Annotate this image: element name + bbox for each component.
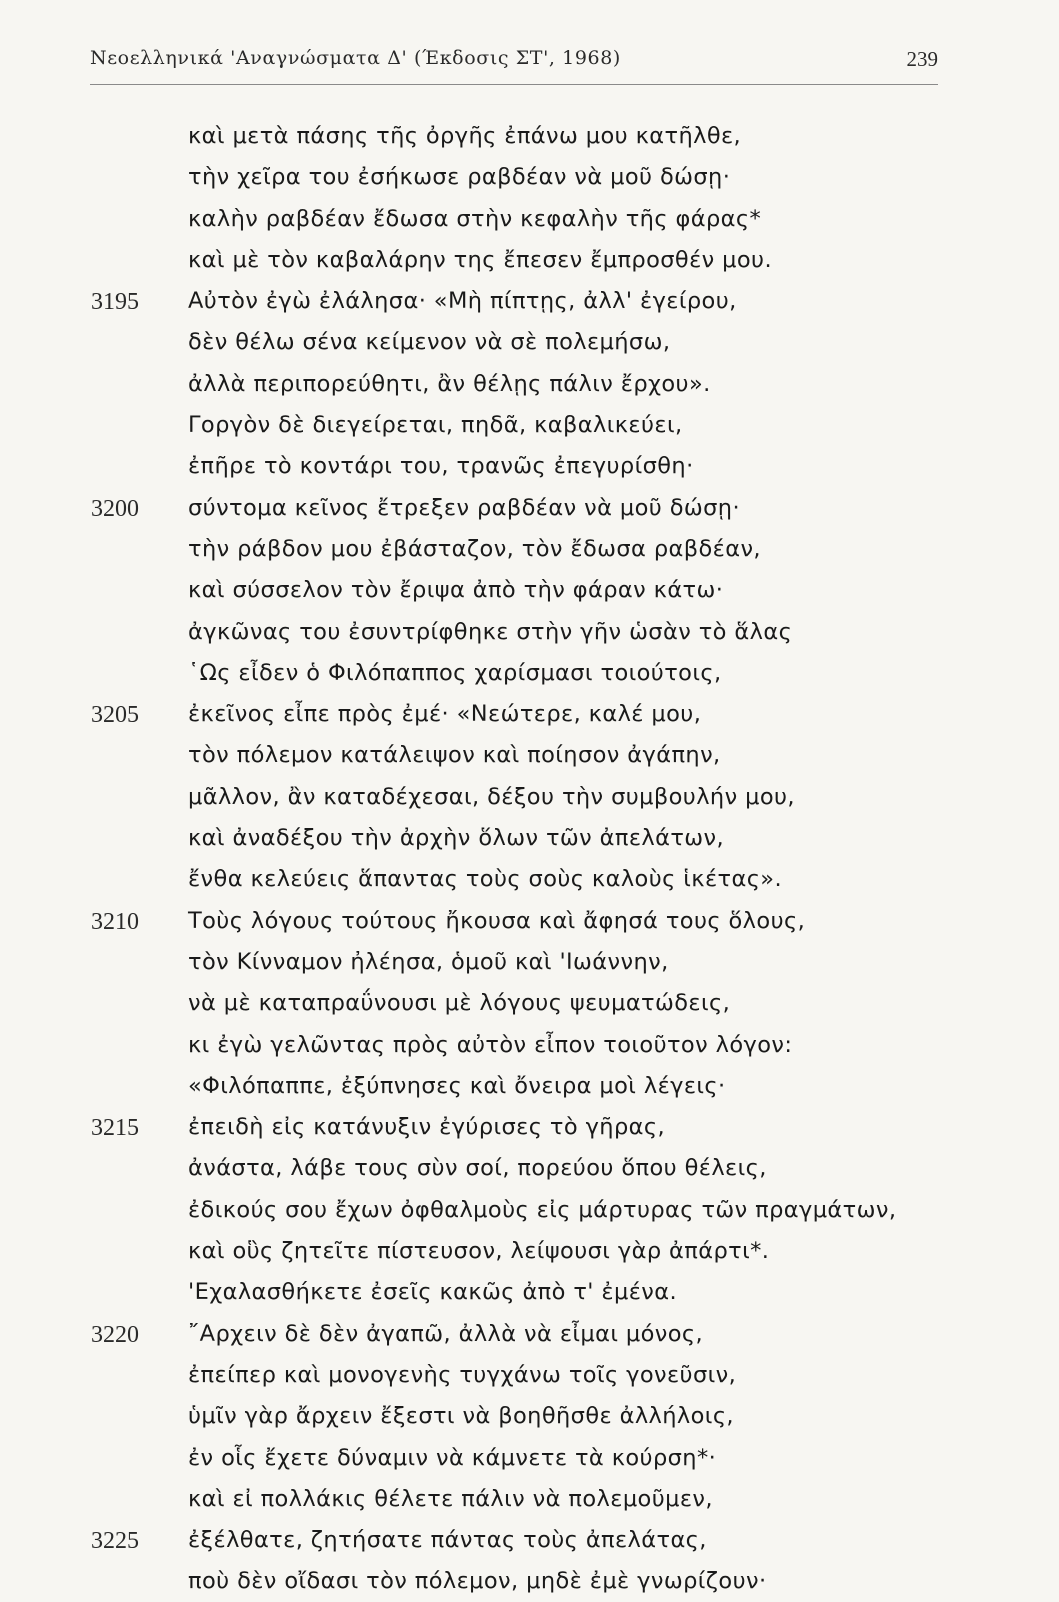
line-number: 3200: [91, 495, 139, 522]
line-text: ποὺ δὲν οἴδασι τὸν πόλεμον, μηδὲ ἐμὲ γνωρίζουν·: [188, 1568, 767, 1595]
verse-line: [0, 1065, 1059, 1106]
line-number: 3225: [91, 1528, 139, 1555]
line-text: ἐπῆρε τὸ κοντάρι του, τρανῶς ἐπεγυρίσθη·: [188, 453, 694, 480]
line-number: 3205: [91, 702, 139, 729]
verse-line: [0, 1230, 1059, 1271]
line-text: ὑμῖν γὰρ ἄρχειν ἔξεστι νὰ βοηθῆσθε ἀλλήλοις,: [188, 1403, 734, 1430]
verse-line: [0, 321, 1059, 362]
verse-line: [0, 1395, 1059, 1436]
verse-line: [0, 156, 1059, 197]
line-number: 3195: [91, 289, 139, 316]
verse-line: [0, 487, 1059, 528]
verse-line: [0, 982, 1059, 1023]
verse-line: [0, 239, 1059, 280]
line-text: Αὐτὸν ἐγὼ ἐλάλησα· «Μὴ πίπτῃς, ἀλλ' ἐγείρου,: [188, 288, 737, 315]
verse-line: [0, 445, 1059, 486]
line-text: δὲν θέλω σένα κείμενον νὰ σὲ πολεμήσω,: [188, 329, 671, 356]
line-text: ἐπείπερ καὶ μονογενὴς τυγχάνω τοῖς γονεῦσιν,: [188, 1361, 737, 1388]
verse-line: [0, 652, 1059, 693]
verse-line: [0, 1106, 1059, 1147]
verse-line: [0, 1519, 1059, 1560]
line-text: καὶ μὲ τὸν καβαλάρην της ἔπεσεν ἔμπροσθέν μου.: [188, 246, 773, 273]
verse-line: [0, 900, 1059, 941]
line-text: τὴν χεῖρα του ἐσήκωσε ραβδέαν νὰ μοῦ δώσῃ·: [188, 164, 731, 191]
verse-line: [0, 1354, 1059, 1395]
verse-line: [0, 198, 1059, 239]
line-text: μᾶλλον, ἂν καταδέχεσαι, δέξου τὴν συμβουλήν μου,: [188, 783, 795, 810]
verse-line: [0, 858, 1059, 899]
line-text: ῎Αρχειν δὲ δὲν ἀγαπῶ, ἀλλὰ νὰ εἶμαι μόνος,: [188, 1320, 704, 1347]
line-text: σύντομα κεῖνος ἔτρεξεν ραβδέαν νὰ μοῦ δώσῃ·: [188, 494, 741, 521]
line-text: καὶ εἰ πολλάκις θέλετε πάλιν νὰ πολεμοῦμεν,: [188, 1485, 713, 1512]
header-rule: [90, 84, 938, 85]
line-text: καὶ οὓς ζητεῖτε πίστευσον, λείψουσι γὰρ ἀπάρτι*.: [188, 1238, 770, 1265]
line-text: ἀνάστα, λάβε τους σὺν σοί, πορεύου ὅπου θέλεις,: [188, 1155, 767, 1182]
line-text: ἐδικούς σου ἔχων ὀφθαλμοὺς εἰς μάρτυρας τῶν πραγμάτων,: [188, 1196, 897, 1223]
verse-line: [0, 115, 1059, 156]
line-text: καλὴν ραβδέαν ἔδωσα στὴν κεφαλὴν τῆς φάρας*: [188, 205, 762, 232]
line-text: ἔνθα κελεύεις ἅπαντας τοὺς σοὺς καλοὺς ἱκέτας».: [188, 866, 783, 893]
line-text: ἐπειδὴ εἰς κατάνυξιν ἐγύρισες τὸ γῆρας,: [188, 1114, 666, 1141]
line-text: Τοὺς λόγους τούτους ἤκουσα καὶ ἄφησά τους ὅλους,: [188, 907, 806, 934]
line-text: καὶ σύσσελον τὸν ἔριψα ἀπὸ τὴν φάραν κάτω·: [188, 577, 724, 604]
line-text: «Φιλόπαππε, ἐξύπνησες καὶ ὄνειρα μοὶ λέγεις·: [188, 1072, 726, 1099]
line-text: ἐκεῖνος εἶπε πρὸς ἐμέ· «Νεώτερε, καλέ μου,: [188, 701, 702, 728]
verse-line: [0, 1189, 1059, 1230]
verse-line: [0, 1147, 1059, 1188]
verse-line: [0, 1437, 1059, 1478]
line-number: 3215: [91, 1115, 139, 1142]
page-number: 239: [906, 47, 938, 71]
verse-line: [0, 734, 1059, 775]
line-number: 3220: [91, 1321, 139, 1348]
verse-line: [0, 1560, 1059, 1601]
verse-line: [0, 404, 1059, 445]
line-text: ἐξέλθατε, ζητήσατε πάντας τοὺς ἀπελάτας,: [188, 1527, 707, 1554]
verse-line: [0, 1024, 1059, 1065]
verse-line: [0, 776, 1059, 817]
verse-line: [0, 1271, 1059, 1312]
line-text: καὶ ἀναδέξου τὴν ἀρχὴν ὅλων τῶν ἀπελάτων,: [188, 825, 725, 852]
verse-line: [0, 817, 1059, 858]
running-header: [90, 45, 938, 79]
verse-line: [0, 280, 1059, 321]
line-text: τὴν ράβδον μου ἐβάσταζον, τὸν ἔδωσα ραβδέαν,: [188, 535, 761, 562]
line-text: κι ἐγὼ γελῶντας πρὸς αὐτὸν εἶπον τοιοῦτον λόγον:: [188, 1031, 793, 1058]
verse-line: [0, 611, 1059, 652]
verse-line: [0, 1313, 1059, 1354]
verse-block: [0, 115, 1059, 1602]
verse-line: [0, 941, 1059, 982]
verse-line: [0, 363, 1059, 404]
line-text: νὰ μὲ καταπραΰνουσι μὲ λόγους ψευματώδεις,: [188, 990, 731, 1017]
line-text: τὸν πόλεμον κατάλειψον καὶ ποίησον ἀγάπην,: [188, 742, 721, 769]
verse-line: [0, 528, 1059, 569]
line-number: 3210: [91, 908, 139, 935]
line-text: Γοργὸν δὲ διεγείρεται, πηδᾶ, καβαλικεύει,: [188, 412, 683, 439]
verse-line: [0, 569, 1059, 610]
line-text: καὶ μετὰ πάσης τῆς ὀργῆς ἐπάνω μου κατῆλθε,: [188, 123, 742, 149]
line-text: τὸν Κίνναμον ἠλέησα, ὁμοῦ καὶ 'Ιωάννην,: [188, 948, 669, 975]
verse-line: [0, 1478, 1059, 1519]
line-text: ἐν οἷς ἔχετε δύναμιν νὰ κάμνετε τὰ κούρση*·: [188, 1444, 717, 1471]
verse-line: [0, 693, 1059, 734]
line-text: 'Εχαλασθήκετε ἐσεῖς κακῶς ἀπὸ τ' ἐμένα.: [188, 1279, 678, 1306]
line-text: ἀγκῶνας του ἐσυντρίφθηκε στὴν γῆν ὡσὰν τὸ ἅλας: [188, 618, 793, 645]
running-title: Νεοελληνικά 'Αναγνώσματα Δ' (Έκδοσις ΣΤ', 1968): [90, 47, 621, 69]
line-text: ῾Ως εἶδεν ὁ Φιλόπαππος χαρίσμασι τοιούτοις,: [188, 659, 722, 686]
line-text: ἀλλὰ περιπορεύθητι, ἂν θέλῃς πάλιν ἔρχου».: [188, 370, 711, 397]
